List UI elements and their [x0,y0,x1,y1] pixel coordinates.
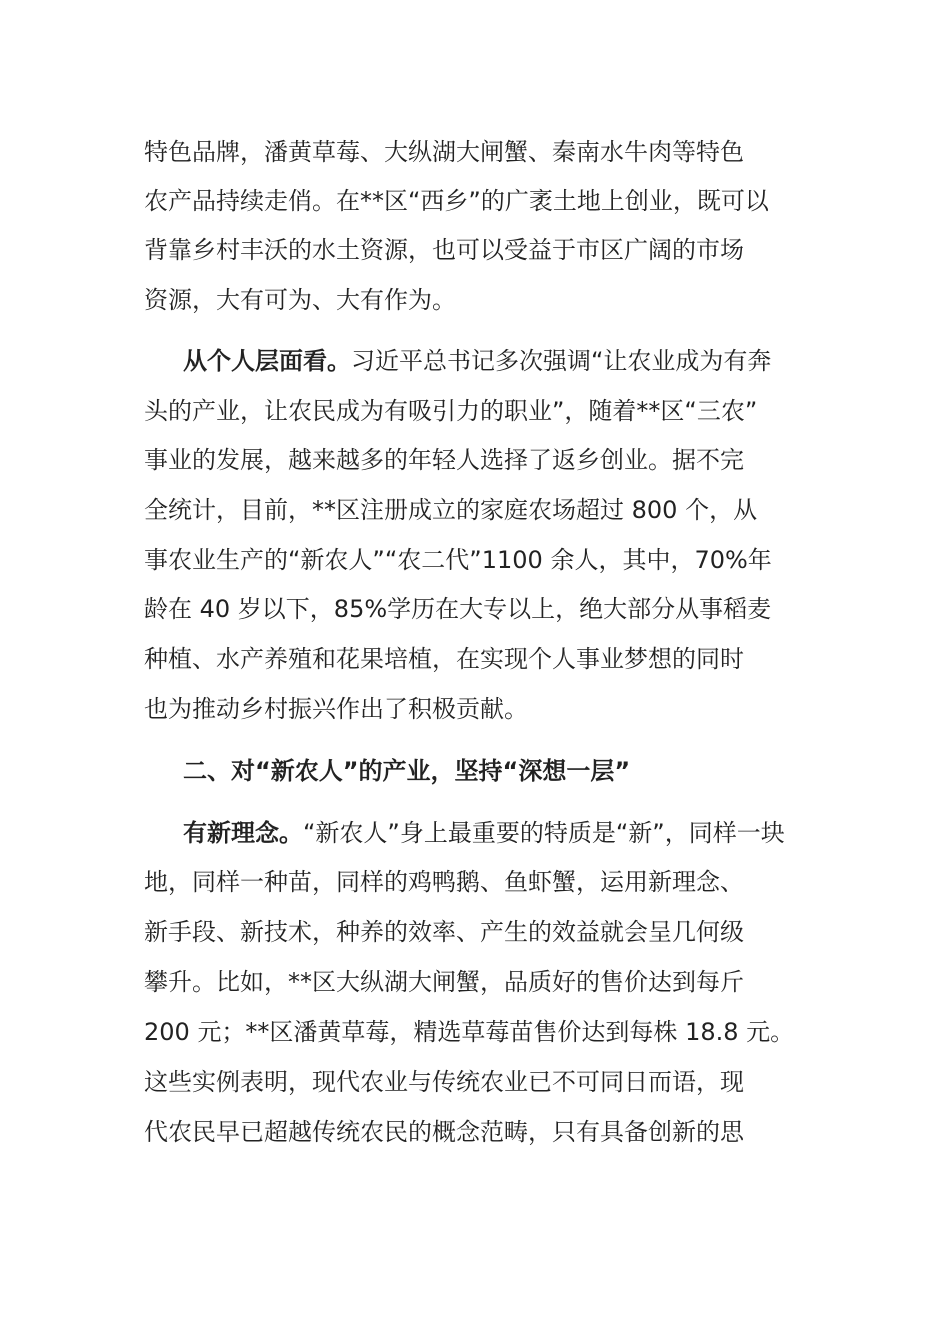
paragraph-1-line-3: 背靠乡村丰沃的水土资源，也可以受益于市区广阔的市场 [144,236,744,264]
paragraph-2-line-2: 头的产业，让农民成为有吸引力的职业”，随着**区“三农” [144,397,758,425]
paragraph-2-first-line-text: 习近平总书记多次强调“让农业成为有奔 [351,347,772,375]
paragraph-3-line-2: 地，同样一种苗，同样的鸡鸭鹅、鱼虾蟹，运用新理念、 [144,868,744,896]
paragraph-3-line-6: 这些实例表明，现代农业与传统农业已不可同日而语，现 [144,1068,744,1096]
paragraph-2-line-1 [183,346,771,376]
paragraph-1-line-4: 资源，大有可为、大有作为。 [144,286,456,314]
paragraph-3-line-5: 200 元；**区潘黄草莓，精选草莓苗售价达到每株 18.8 元。 [144,1018,795,1046]
paragraph-2-lead: 从个人层面看。 [183,347,351,375]
paragraph-2-line-4: 全统计，目前，**区注册成立的家庭农场超过 800 个，从 [144,496,758,524]
paragraph-1-line-2: 农产品持续走俏。在**区“西乡”的广袤土地上创业，既可以 [144,187,769,215]
section-heading: 二、对“新农人”的产业，坚持“深想一层” [183,757,631,785]
paragraph-2-line-3: 事业的发展，越来越多的年轻人选择了返乡创业。据不完 [144,446,744,474]
paragraph-3-line-7: 代农民早已超越传统农民的概念范畴，只有具备创新的思 [144,1118,744,1146]
paragraph-3-line-3: 新手段、新技术，种养的效率、产生的效益就会呈几何级 [144,918,744,946]
paragraph-2-line-8: 也为推动乡村振兴作出了积极贡献。 [144,695,528,723]
paragraph-2-line-5: 事农业生产的“新农人”“农二代”1100 余人，其中，70%年 [144,546,772,574]
paragraph-2-line-7: 种植、水产养殖和花果培植，在实现个人事业梦想的同时 [144,645,744,673]
paragraph-1-line-1: 特色品牌，潘黄草莓、大纵湖大闸蟹、秦南水牛肉等特色 [144,138,744,166]
paragraph-3-line-4: 攀升。比如，**区大纵湖大闸蟹，品质好的售价达到每斤 [144,968,744,996]
paragraph-2-line-6: 龄在 40 岁以下，85%学历在大专以上，绝大部分从事稻麦 [144,595,772,623]
paragraph-3-line-1 [183,818,785,848]
paragraph-3-lead: 有新理念。 [183,819,303,847]
paragraph-3-first-line-text: “新农人”身上最重要的特质是“新”，同样一块 [303,819,785,847]
